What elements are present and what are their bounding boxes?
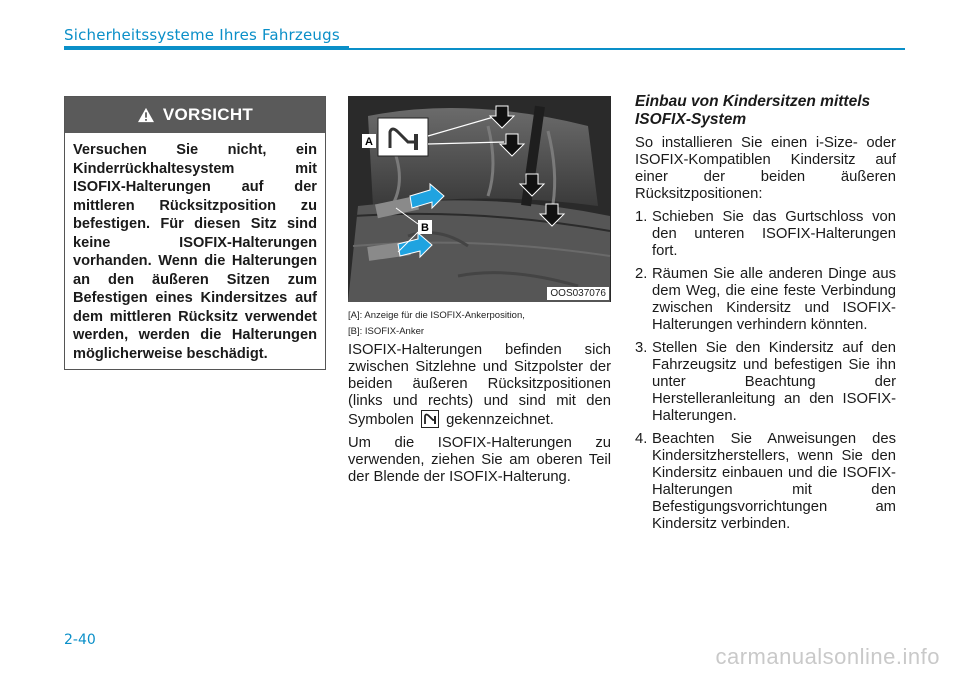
step-text: Beachten Sie Anweisungen des Kindersitzherstellers, wenn Sie den Kindersitz einbauen und die ISOFIX-Halterungen mit den Befestigungsvorrichtungen am Kindersitz verbinden. (652, 431, 896, 532)
intro-paragraph: So installieren Sie einen i-Size- oder ISOFIX-Kompatiblen Kindersitz auf einer der beiden äußeren Rücksitzpositionen: (635, 135, 896, 202)
step-text: Schieben Sie das Gurtschloss von den unteren ISOFIX-Halterungen fort. (652, 209, 896, 259)
figure-captions (348, 308, 611, 340)
section-title: Sicherheitssysteme Ihres Fahrzeugs (64, 26, 340, 44)
instruction-list (635, 209, 896, 533)
header-rule-accent (64, 46, 349, 50)
rear-seat-illustration (348, 96, 611, 302)
header-rule (349, 48, 905, 50)
caution-header (65, 97, 325, 133)
step-number: 3. (635, 340, 648, 356)
page-number: 2-40 (64, 632, 96, 648)
isofix-usage-paragraph: Um die ISOFIX-Halterungen zu verwenden, ziehen Sie am oberen Teil der Blende der ISOFIX-Halterung. (348, 435, 611, 485)
list-item (635, 431, 896, 533)
caption-b: [B]: ISOFIX-Anker (348, 326, 425, 337)
warning-triangle-icon (137, 107, 155, 123)
list-item (635, 266, 896, 334)
middle-column (348, 342, 611, 492)
list-item (635, 340, 896, 425)
step-number: 4. (635, 431, 648, 447)
isofix-location-paragraph (348, 342, 611, 429)
caution-box (64, 96, 326, 370)
label-a: A (365, 136, 373, 148)
paragraph-text: ISOFIX-Halterungen befinden sich zwischen Sitzlehne und Sitzpolster der beiden äußeren Rücksitzpositionen (links und rechts) und sind mit den Symbolen (348, 342, 611, 428)
subsection-heading: Einbau von Kindersitzen mittels ISOFIX-System (635, 93, 871, 128)
isofix-photo (348, 96, 611, 302)
step-text: Räumen Sie alle anderen Dinge aus dem Weg, die eine feste Verbindung zwischen Kindersitz und ISOFIX-Halterungen verhindern könnten. (652, 266, 896, 333)
watermark: carmanualsonline.info (715, 644, 940, 669)
caution-text: Versuchen Sie nicht, ein Kinderrückhaltesystem mit ISOFIX-Halterungen auf der mittleren Rücksitzposition zu befestigen. Für diesen Sitz sind keine ISOFIX-Halterungen vorhanden. Wenn die Halterungen an den äußeren Sitzen zum Befestigen eines Kindersitzes auf dem mittleren Rücksitz verwendet werden, werden die Halterungen möglicherweise beschädigt. (73, 142, 317, 362)
label-b: B (421, 222, 429, 234)
right-column (635, 93, 896, 539)
caption-a: [A]: Anzeige für die ISOFIX-Ankerposition, (348, 310, 525, 321)
paragraph-text-end: gekennzeichnet. (446, 412, 554, 428)
isofix-symbol-icon (421, 410, 439, 428)
step-number: 2. (635, 266, 648, 282)
step-text: Stellen Sie den Kindersitz auf den Fahrzeugsitz und befestigen Sie ihn unter Beachtung der Herstelleranleitung an den ISOFIX-Halterungen. (652, 340, 896, 424)
step-number: 1. (635, 209, 648, 225)
figure-code: OOS037076 (547, 287, 609, 300)
list-item (635, 209, 896, 260)
caution-title: VORSICHT (162, 105, 254, 124)
